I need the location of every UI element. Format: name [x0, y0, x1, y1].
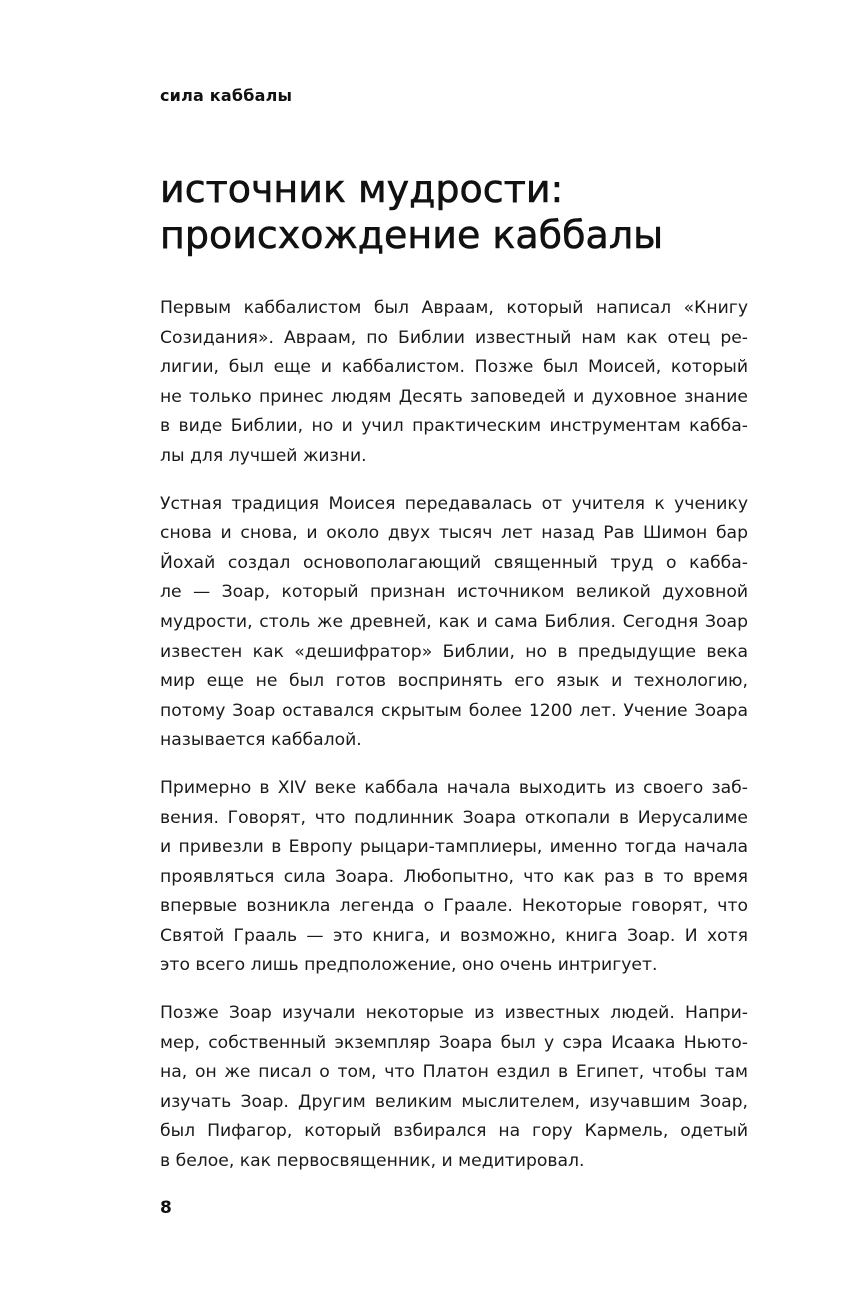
chapter-title-line-1: источник мудрости: [160, 167, 564, 211]
text-line: Примерно в XIV веке каббала начала выходить из своего заб- [160, 777, 748, 798]
paragraph-3 [160, 774, 748, 981]
text-line: мер, собственный экземпляр Зоара был у сэра Исаака Ньюто- [160, 1032, 748, 1053]
text-line: снова и снова, и около двух тысяч лет назад Рав Шимон бар [160, 523, 748, 544]
text-line: и привезли в Европу рыцари-тамплиеры, именно тогда начала [160, 837, 748, 858]
text-line: лигии, был еще и каббалистом. Позже был Моисей, который [160, 357, 748, 378]
text-line: Святой Грааль — это книга, и возможно, книга Зоар. И хотя [160, 925, 748, 946]
chapter-title [160, 166, 760, 258]
text-line: Йохай создал основополагающий священный труд о кабба- [160, 552, 748, 573]
paragraph-2 [160, 490, 748, 756]
running-head: сила каббалы [160, 86, 293, 105]
text-line: не только принес людям Десять заповедей и духовное знание [160, 386, 748, 407]
text-line: в виде Библии, но и учил практическим инструментам каббa- [160, 416, 748, 437]
text-line: вения. Говорят, что подлинник Зоара откопали в Иерусалиме [160, 807, 748, 828]
paragraph-1 [160, 294, 748, 472]
text-line: Созидания». Авраам, по Библии известный нам как отец ре- [160, 327, 748, 348]
text-line: изучать Зоар. Другим великим мыслителем, изучавшим Зоар, [160, 1091, 748, 1112]
page-number: 8 [160, 1198, 172, 1218]
text-line: Позже Зоар изучали некоторые из известных людей. Напри- [160, 1003, 748, 1024]
text-line: мир еще не был готов воспринять его язык и технологию, [160, 671, 748, 692]
text-line: потому Зоар оставался скрытым более 1200 лет. Учение Зоара [160, 700, 748, 721]
body-text [160, 294, 748, 1195]
text-line: это всего лишь предположение, оно очень интригует. [160, 955, 658, 976]
text-line: был Пифагор, который взбирался на гору Кармель, одетый [160, 1121, 748, 1142]
text-line: называется каббалой. [160, 730, 362, 751]
text-line: мудрости, столь же древней, как и сама Библия. Сегодня Зоар [160, 611, 748, 632]
text-line: известен как «дешифратор» Библии, но в предыдущие века [160, 641, 748, 662]
text-line: на, он же писал о том, что Платон ездил в Египет, чтобы там [160, 1062, 748, 1083]
text-line: Устная традиция Моисея передавалась от учителя к ученику [160, 493, 748, 514]
chapter-title-line-2: происхождение каббалы [160, 213, 664, 257]
text-line: лы для лучшей жизни. [160, 445, 367, 466]
text-line: ле — Зоар, который признан источником великой духовной [160, 582, 748, 603]
text-line: Первым каббалистом был Авраам, который написал «Книгу [160, 298, 748, 318]
text-line: в белое, как первосвященник, и медитировал. [160, 1151, 585, 1172]
paragraph-4 [160, 999, 748, 1177]
text-line: проявляться сила Зоара. Любопытно, что как раз в то время [160, 866, 748, 887]
text-line: впервые возникла легенда о Граале. Некоторые говорят, что [160, 896, 748, 917]
